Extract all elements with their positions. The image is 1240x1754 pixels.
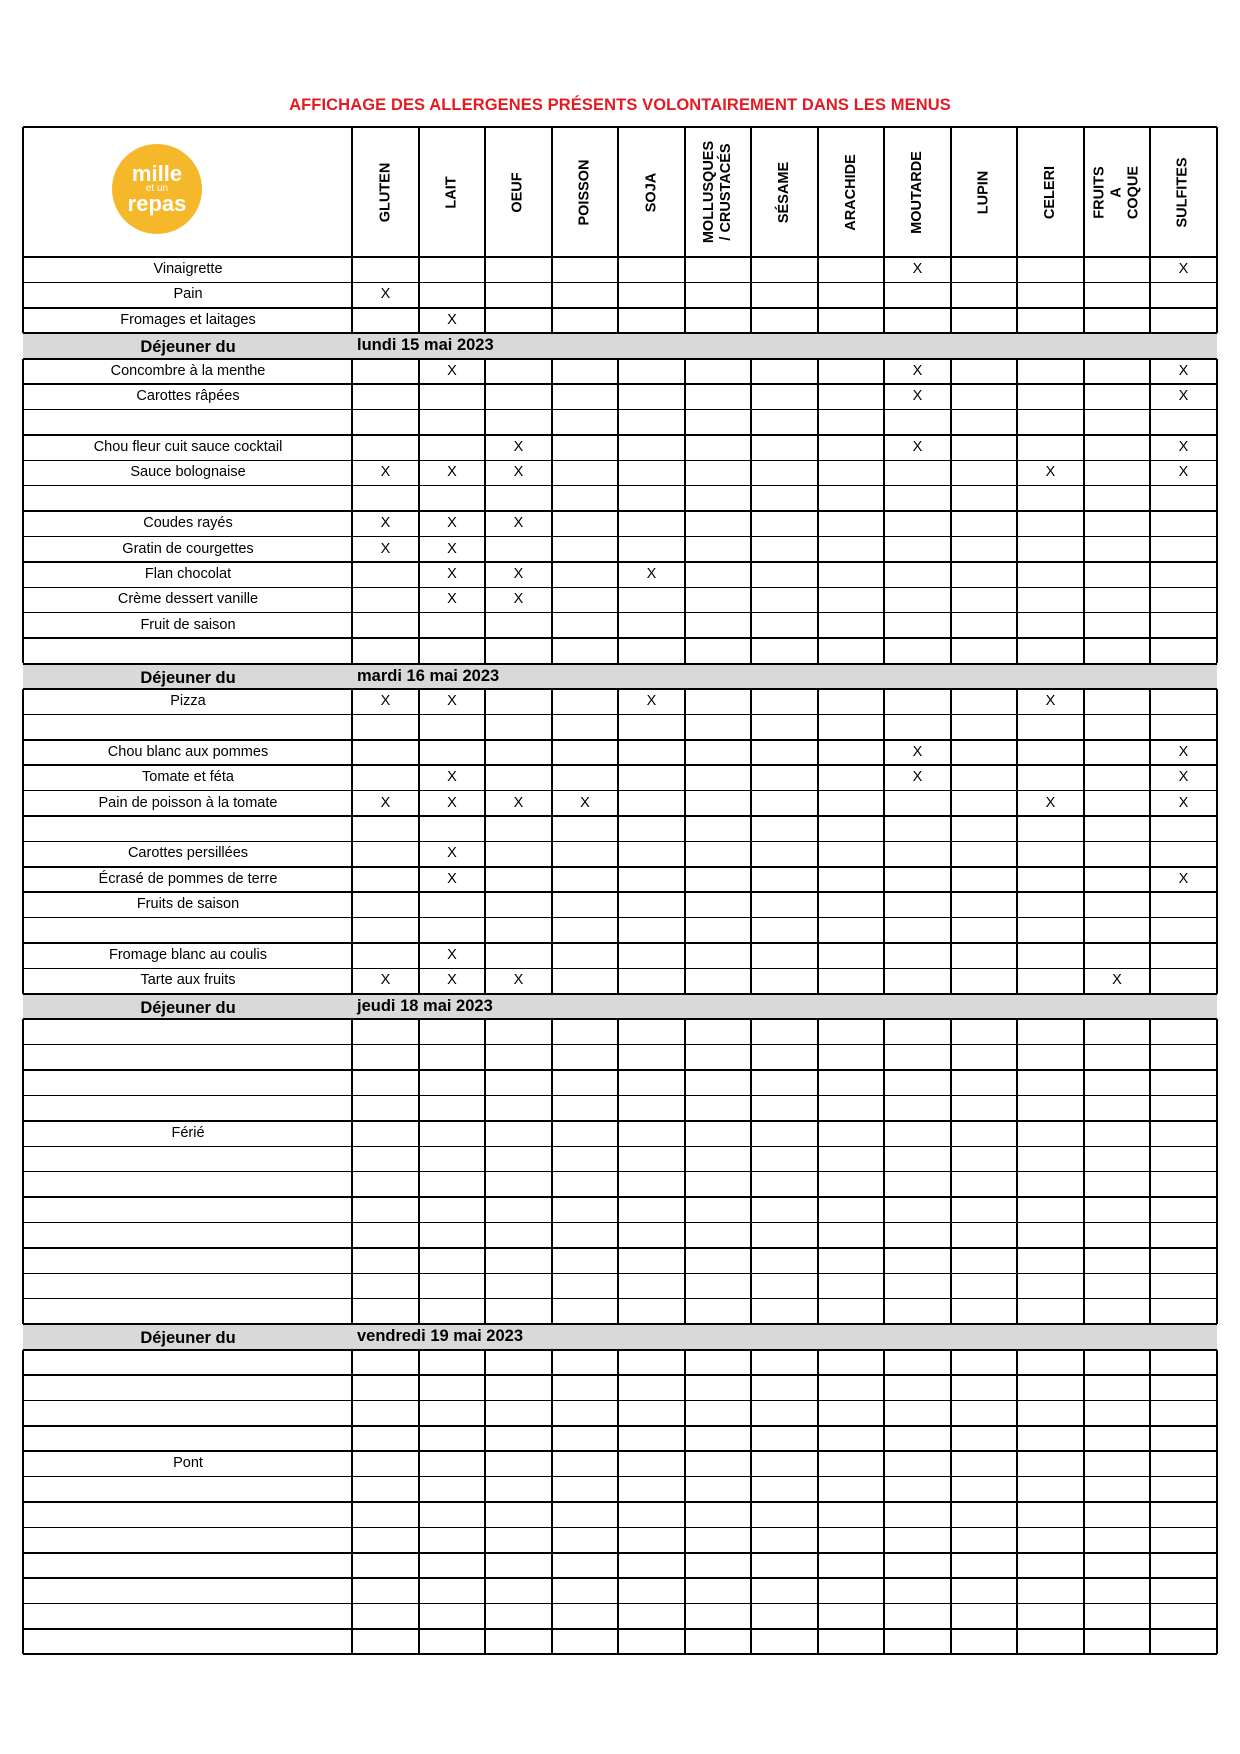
grid-line (551, 257, 553, 333)
grid-line (23, 1527, 1217, 1529)
allergen-mark: X (1178, 870, 1189, 887)
grid-line (23, 1603, 1217, 1605)
allergen-header (352, 127, 419, 257)
dish-name: Gratin de courgettes (122, 540, 254, 557)
grid-line (23, 1653, 1217, 1655)
allergen-mark: X (1112, 972, 1122, 989)
grid-line (817, 257, 819, 333)
logo-line-1: mille (131, 161, 183, 186)
allergen-mark: X (1045, 693, 1056, 709)
grid-line (22, 1350, 24, 1655)
dish-name: Écrasé de pommes de terre (98, 870, 278, 887)
grid-line (23, 1247, 1217, 1249)
grid-line (23, 1095, 1217, 1097)
grid-line (750, 359, 752, 664)
grid-line (23, 1171, 1217, 1173)
allergen-mark: X (912, 743, 923, 760)
grid-line (1149, 1350, 1151, 1655)
dish-name: Pont (173, 1455, 203, 1472)
allergen-mark: X (1178, 794, 1189, 811)
grid-line (22, 359, 24, 664)
grid-line (950, 359, 952, 664)
section-date: mardi 16 mai 2023 (357, 666, 500, 685)
dish-name: Crème dessert vanille (117, 591, 259, 608)
dish-name: Pain (173, 286, 203, 303)
grid-line (23, 358, 1217, 360)
allergen-header-label: SÉSAME (776, 161, 792, 223)
allergen-mark: X (1178, 362, 1189, 379)
grid-line (23, 1501, 1217, 1503)
grid-line (418, 1019, 420, 1324)
grid-line (22, 257, 24, 333)
grid-line (23, 1552, 1217, 1554)
grid-line (817, 689, 819, 994)
dish-name: Fromages et laitages (120, 311, 256, 328)
grid-line (484, 257, 486, 333)
allergen-mark: X (513, 591, 524, 608)
grid-line (23, 485, 1217, 487)
grid-line (551, 689, 553, 994)
grid-line (23, 1628, 1217, 1630)
allergen-mark: X (380, 794, 391, 811)
grid-line (551, 1019, 553, 1324)
grid-line (23, 1577, 1217, 1579)
allergen-header (751, 127, 818, 257)
dish-name: Fromage blanc au coulis (109, 947, 267, 963)
grid-line (22, 689, 24, 994)
section-date: jeudi 18 mai 2023 (357, 996, 493, 1015)
grid-line (1149, 359, 1151, 664)
dish-name: Concombre à la menthe (110, 362, 266, 379)
grid-line (551, 359, 553, 664)
grid-line (418, 689, 420, 994)
grid-line (817, 359, 819, 664)
grid-line (23, 1069, 1217, 1071)
grid-line (617, 689, 619, 994)
allergen-mark: X (1178, 464, 1189, 481)
allergen-mark: X (1178, 388, 1189, 405)
grid-line (351, 689, 353, 994)
grid-line (750, 1019, 752, 1324)
allergen-header-label: ARACHIDE (842, 153, 859, 231)
allergen-mark: X (447, 947, 457, 963)
page-title: AFFICHAGE DES ALLERGENES PRÉSENTS VOLONTAIREMENT DANS LES MENUS (289, 96, 951, 114)
grid-line (1083, 1350, 1085, 1655)
allergen-mark: X (912, 362, 923, 379)
grid-line (1216, 689, 1218, 994)
grid-line (484, 689, 486, 994)
allergen-mark: X (912, 388, 923, 405)
grid-line (684, 1350, 686, 1655)
allergen-header (552, 127, 618, 257)
grid-line (1016, 689, 1018, 994)
grid-line (418, 257, 420, 333)
grid-line (684, 359, 686, 664)
grid-line (23, 714, 1217, 716)
grid-line (23, 1349, 1217, 1351)
grid-line (23, 1196, 1217, 1198)
allergen-header-label: SOJA (643, 172, 659, 212)
grid-line (817, 1019, 819, 1324)
allergen-mark: X (380, 515, 391, 532)
grid-line (23, 917, 1217, 919)
allergen-mark: X (513, 565, 524, 582)
grid-line (817, 1350, 819, 1655)
section-label: Déjeuner du (140, 1329, 236, 1348)
logo-line-3: repas (127, 191, 187, 216)
grid-line (1149, 1019, 1151, 1324)
dish-name: Sauce bolognaise (130, 464, 246, 481)
dish-name: Coudes rayés (143, 515, 233, 532)
grid-line (23, 1146, 1217, 1148)
allergen-mark: X (447, 972, 457, 989)
allergen-mark: X (447, 845, 457, 862)
grid-line (750, 689, 752, 994)
grid-line (351, 359, 353, 664)
allergen-mark: X (1178, 769, 1189, 786)
allergen-mark: X (646, 565, 657, 582)
grid-line (1016, 1350, 1018, 1655)
allergen-header-label: CELERI (1041, 165, 1058, 219)
section-label: Déjeuner du (140, 998, 236, 1017)
allergen-mark: X (513, 794, 524, 811)
allergen-mark: X (447, 311, 457, 328)
grid-line (551, 1350, 553, 1655)
grid-line (883, 1350, 885, 1655)
allergen-mark: X (912, 769, 923, 786)
grid-line (750, 1350, 752, 1655)
section-date: lundi 15 mai 2023 (357, 336, 494, 355)
grid-line (883, 1019, 885, 1324)
grid-line (23, 1425, 1217, 1427)
grid-line (23, 1298, 1217, 1300)
allergen-mark: X (447, 794, 457, 811)
grid-line (883, 257, 885, 333)
dish-name: Férié (171, 1124, 205, 1141)
section-label: Déjeuner du (140, 668, 236, 687)
grid-line (1216, 359, 1218, 664)
grid-line (1216, 1019, 1218, 1324)
grid-line (1083, 1019, 1085, 1324)
grid-line (23, 815, 1217, 817)
grid-line (883, 359, 885, 664)
grid-line (1016, 1019, 1018, 1324)
allergen-mark: X (447, 464, 457, 481)
grid-line (23, 1476, 1217, 1478)
dish-name: Vinaigrette (153, 261, 223, 277)
allergen-mark: X (1045, 464, 1056, 481)
allergen-header-label: SULFITES (1175, 156, 1191, 228)
grid-line (1083, 689, 1085, 994)
grid-line (950, 1350, 952, 1655)
allergen-header-label: LUPIN (975, 170, 992, 214)
grid-line (23, 256, 1217, 258)
allergen-mark: X (1178, 438, 1189, 455)
section-date: vendredi 19 mai 2023 (357, 1327, 524, 1346)
allergen-header (618, 127, 685, 257)
allergen-header (818, 127, 884, 257)
allergen-mark: X (513, 515, 524, 532)
grid-line (484, 1019, 486, 1324)
grid-line (23, 688, 1217, 690)
grid-line (750, 257, 752, 333)
allergen-header-label: LAIT (443, 175, 460, 209)
grid-line (23, 409, 1217, 411)
allergen-mark: X (447, 515, 457, 532)
allergen-mark: X (646, 693, 657, 709)
allergen-mark: X (912, 261, 923, 277)
dish-name: Flan chocolat (144, 565, 232, 582)
allergen-mark: X (380, 286, 391, 303)
grid-line (418, 359, 420, 664)
allergen-mark: X (447, 362, 457, 379)
grid-line (23, 1374, 1217, 1376)
grid-line (617, 257, 619, 333)
grid-line (351, 1019, 353, 1324)
dish-name: Tarte aux fruits (140, 972, 236, 989)
grid-line (22, 127, 24, 257)
allergen-mark: X (447, 693, 457, 709)
grid-line (23, 1273, 1217, 1275)
allergen-mark: X (380, 540, 391, 557)
allergen-header (685, 127, 751, 257)
grid-line (1083, 257, 1085, 333)
grid-line (351, 1350, 353, 1655)
grid-line (1016, 257, 1018, 333)
grid-line (1216, 257, 1218, 333)
allergen-mark: X (447, 769, 457, 786)
allergen-header (1150, 127, 1217, 257)
dish-name: Chou blanc aux pommes (107, 743, 269, 760)
grid-line (1083, 359, 1085, 664)
grid-line (1149, 689, 1151, 994)
allergen-header (485, 127, 552, 257)
section-label: Déjeuner du (140, 338, 236, 357)
grid-line (883, 689, 885, 994)
dish-name: Carottes râpées (136, 388, 240, 405)
grid-line (617, 359, 619, 664)
grid-line (684, 1019, 686, 1324)
dish-name: Chou fleur cuit sauce cocktail (93, 438, 283, 455)
grid-line (617, 1350, 619, 1655)
allergen-header-label: MOUTARDE (909, 150, 926, 234)
grid-line (23, 637, 1217, 639)
allergen-mark: X (1045, 794, 1056, 811)
grid-line (1216, 1350, 1218, 1655)
grid-line (684, 689, 686, 994)
allergen-header-label: OEUF (510, 171, 526, 213)
grid-line (950, 257, 952, 333)
allergen-mark: X (513, 464, 524, 481)
dish-name: Pizza (170, 693, 206, 709)
grid-line (1149, 257, 1151, 333)
grid-line (23, 1400, 1217, 1402)
allergen-mark: X (513, 972, 524, 989)
grid-line (22, 1019, 24, 1324)
allergen-mark: X (380, 972, 391, 989)
grid-line (684, 257, 686, 333)
grid-line (484, 359, 486, 664)
allergen-header (1017, 127, 1084, 257)
grid-line (23, 1044, 1217, 1046)
allergen-mark: X (513, 438, 524, 455)
allergen-mark: X (1178, 261, 1189, 277)
allergen-mark: X (1178, 743, 1189, 760)
allergen-mark: X (447, 540, 457, 557)
dish-name: Pain de poisson à la tomate (98, 794, 278, 811)
allergen-header (1084, 127, 1150, 257)
logo-line-2: et un (145, 183, 169, 194)
allergen-header (884, 127, 951, 257)
grid-line (23, 1018, 1217, 1020)
allergen-mark: X (912, 438, 923, 455)
grid-line (23, 1222, 1217, 1224)
dish-name: Fruit de saison (140, 616, 236, 633)
allergen-mark: X (447, 565, 457, 582)
allergen-mark: X (447, 591, 457, 608)
allergen-mark: X (380, 693, 391, 709)
grid-line (617, 1019, 619, 1324)
allergen-mark: X (580, 794, 590, 811)
grid-line (484, 1350, 486, 1655)
allergen-header (951, 127, 1017, 257)
dish-name: Tomate et féta (142, 769, 234, 786)
allergen-mark: X (447, 870, 457, 887)
allergen-header-label: POISSON (576, 158, 593, 226)
allergen-header (419, 127, 485, 257)
grid-line (418, 1350, 420, 1655)
allergen-header-label: GLUTEN (376, 162, 393, 222)
grid-line (950, 1019, 952, 1324)
dish-name: Fruits de saison (136, 896, 240, 913)
allergen-header-label: FRUITS A COQUE (1091, 165, 1142, 219)
allergen-mark: X (380, 464, 391, 481)
allergen-header-label: MOLLUSQUES / CRUSTACÉS (701, 140, 734, 244)
grid-line (351, 257, 353, 333)
grid-line (950, 689, 952, 994)
dish-name: Carottes persillées (127, 845, 249, 862)
brand-logo (112, 144, 202, 234)
grid-line (1016, 359, 1018, 664)
